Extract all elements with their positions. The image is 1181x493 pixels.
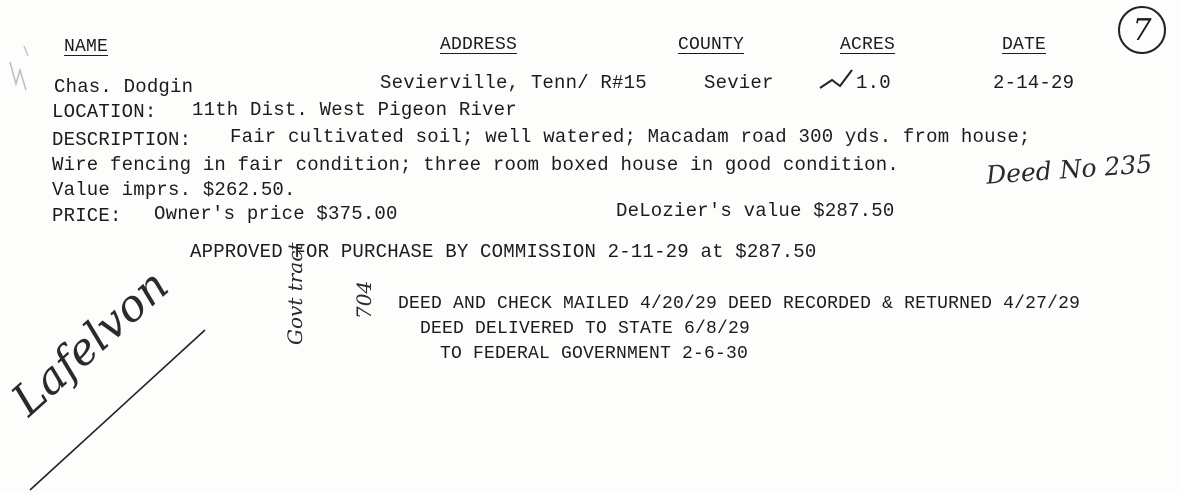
description-line-1: Fair cultivated soil; well watered; Macadam road 300 yds. from house; [230,126,1031,148]
margin-note-line-1: Govt tract [283,242,307,345]
header-date: DATE [1002,35,1047,55]
description-label: DESCRIPTION: [52,129,192,151]
pencil-mark [24,46,28,56]
header-acres: ACRES [840,35,896,55]
date-value: 2-14-29 [993,72,1075,94]
transaction-line-1: DEED AND CHECK MAILED 4/20/29 DEED RECORDED & RETURNED 4/27/29 [398,294,1081,314]
appraiser-value: DeLozier's value $287.50 [616,200,895,222]
county-value: Sevier [704,72,774,94]
description-line-2: Wire fencing in fair condition; three room boxed house in good condition. [52,154,899,176]
signature: Lafelvon [2,259,179,426]
transaction-line-2: DEED DELIVERED TO STATE 6/8/29 [420,319,751,339]
description-line-3: Value imprs. $262.50. [52,179,296,201]
header-county: COUNTY [678,35,745,55]
owner-name: Chas. Dodgin [54,76,194,98]
check-mark-icon [820,70,852,88]
card-number-text: 7 [1132,12,1152,48]
location-label: LOCATION: [52,101,157,123]
header-name: NAME [64,37,109,57]
location-value: 11th Dist. West Pigeon River [192,99,517,121]
header-address: ADDRESS [440,35,518,55]
margin-note-line-2: 704 [352,280,376,319]
pencil-mark [10,62,26,90]
margin-note [238,243,422,345]
transaction-line-3: TO FEDERAL GOVERNMENT 2-6-30 [440,344,749,364]
acres-value: 1.0 [856,72,891,94]
address-value: Sevierville, Tenn/ R#15 [380,72,647,94]
deed-number-note: Deed No 235 [985,149,1153,190]
approval-line: APPROVED FOR PURCHASE BY COMMISSION 2-11-29 at $287.50 [190,241,817,263]
price-label: PRICE: [52,205,122,227]
owner-price: Owner's price $375.00 [154,203,398,225]
